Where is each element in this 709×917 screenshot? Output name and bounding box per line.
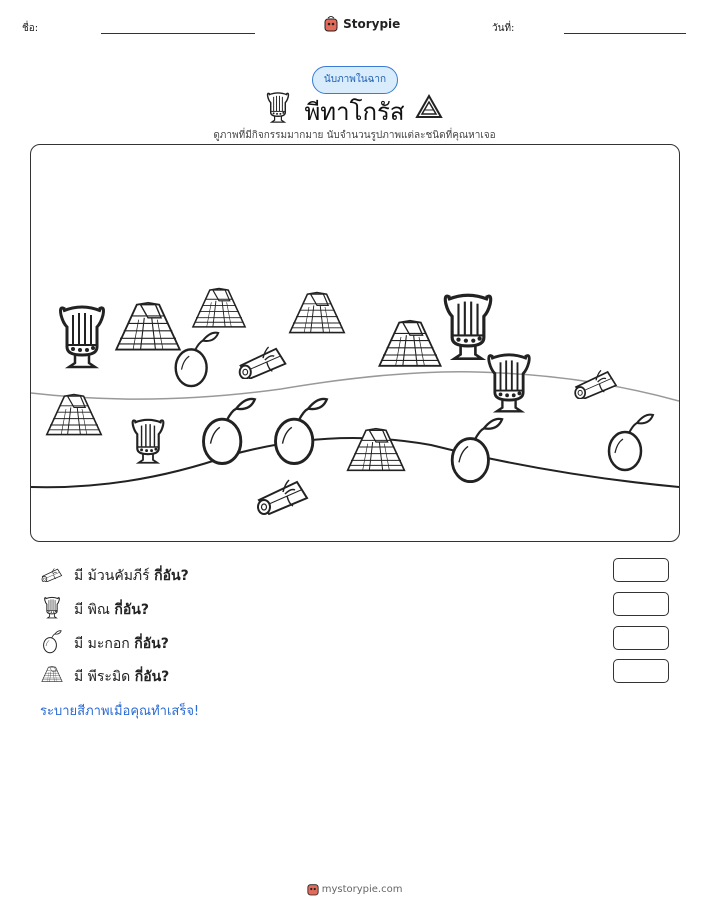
page-title: พีทาโกรัส (304, 98, 405, 126)
date-line[interactable] (564, 33, 686, 34)
question-text: มี มะกอก (74, 636, 135, 652)
brand-logo (324, 13, 400, 31)
olive-1 (176, 333, 219, 386)
olive-4 (452, 419, 502, 482)
storypie-logo-icon (324, 16, 338, 32)
olive-5 (609, 415, 653, 470)
olive-3 (276, 399, 327, 464)
question-text: มี พีระมิด (74, 669, 135, 685)
scroll-1 (240, 347, 286, 379)
pyramid-4 (379, 321, 440, 366)
question-ask: กี่อัน? (134, 669, 170, 685)
instructions: ดูภาพที่มีกิจกรรมมากมาย นับจำนวนรูปภาพแต่ละชนิดที่คุณหาเจอ (213, 130, 496, 141)
answer-box-scrolls[interactable] (613, 558, 669, 582)
activity-badge: นับภาพในฉาก (312, 66, 398, 94)
answer-box-lyres[interactable] (613, 592, 669, 616)
question-olives (40, 630, 670, 654)
scene-illustration (31, 145, 679, 541)
scroll-2 (575, 370, 616, 398)
pyramid-5 (47, 395, 101, 435)
question-ask: กี่อัน? (134, 636, 169, 652)
lyre-1 (61, 307, 104, 367)
question-pyramids (40, 663, 670, 687)
footer (0, 882, 709, 896)
lyre-3 (489, 355, 530, 412)
question-text: มี พิณ (74, 602, 115, 618)
pyramid-6 (348, 429, 405, 471)
counting-scene (30, 144, 680, 542)
footer-url[interactable]: mystorypie.com (321, 884, 403, 895)
pyramid-3 (290, 293, 344, 333)
question-lyres (40, 596, 670, 620)
date-label: วันที่: (492, 23, 515, 34)
lyre-2 (445, 295, 490, 358)
question-text: มี ม้วนคัมภีร์ (74, 568, 155, 584)
olive-icon (40, 630, 64, 654)
answer-box-pyramids[interactable] (613, 659, 669, 683)
question-ask: กี่อัน? (114, 602, 149, 618)
lyre-4 (133, 420, 164, 463)
pyramid-1 (116, 303, 179, 350)
coloring-note: ระบายสีภาพเมื่อคุณทำเสร็จ! (40, 704, 200, 719)
title-triangle-icon (415, 94, 443, 120)
pyramid-2 (193, 289, 245, 327)
name-line[interactable] (101, 33, 255, 34)
question-ask: กี่อัน? (154, 568, 189, 584)
footer-logo-icon (307, 882, 319, 896)
brand-name: Storypie (343, 17, 401, 31)
scroll-3 (258, 480, 307, 514)
name-label: ชื่อ: (22, 23, 39, 34)
lyre-icon (40, 596, 64, 620)
answer-box-olives[interactable] (613, 626, 669, 650)
question-scrolls (40, 562, 670, 586)
olive-2 (204, 399, 255, 464)
scroll-icon (40, 562, 64, 586)
pyramid-icon (40, 663, 64, 687)
